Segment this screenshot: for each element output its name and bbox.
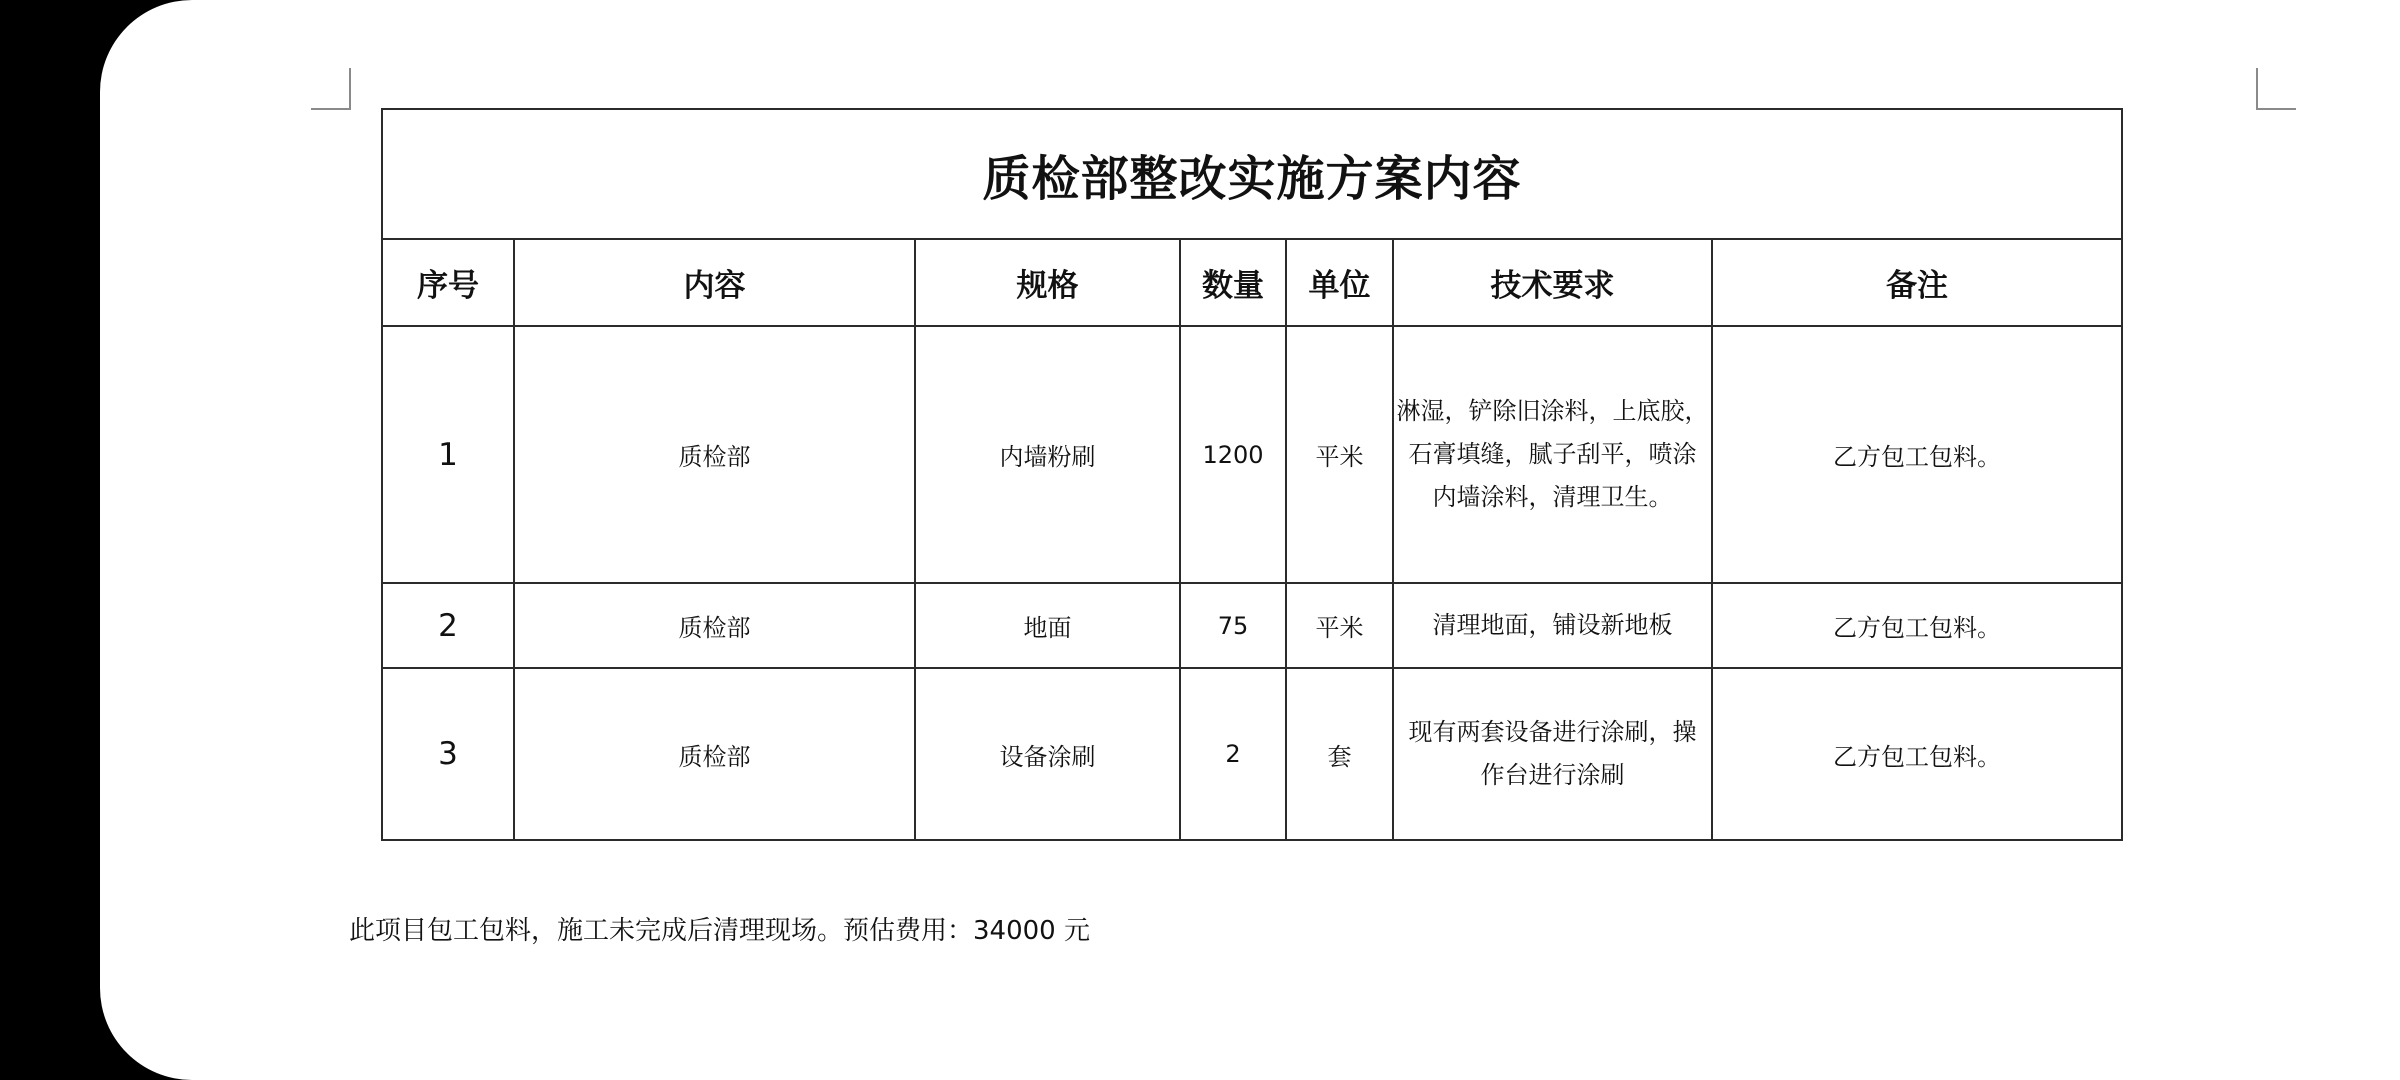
document-page xyxy=(100,0,2400,1080)
row-number: 1 xyxy=(382,326,514,583)
row-spec: 设备涂刷 xyxy=(915,668,1180,840)
tech-line: 石膏填缝，腻子刮平，喷涂 xyxy=(1408,440,1697,468)
row-tech-requirements xyxy=(1393,668,1712,840)
column-header-no: 序号 xyxy=(382,239,514,326)
tech-line: 内墙涂料，清理卫生。 xyxy=(1432,483,1673,511)
tech-line: 清理地面，铺设新地板 xyxy=(1432,611,1673,639)
column-header-content: 内容 xyxy=(514,239,915,326)
column-header-spec: 规格 xyxy=(915,239,1180,326)
row-quantity: 1200 xyxy=(1180,326,1286,583)
row-unit: 平米 xyxy=(1286,326,1393,583)
row-unit: 平米 xyxy=(1286,583,1393,668)
plan-table xyxy=(381,108,2123,841)
row-unit: 套 xyxy=(1286,668,1393,840)
document-title: 质检部整改实施方案内容 xyxy=(382,109,2122,239)
row-quantity: 2 xyxy=(1180,668,1286,840)
row-tech-requirements xyxy=(1393,326,1712,583)
row-content: 质检部 xyxy=(514,668,915,840)
footer-note: 此项目包工包料，施工未完成后清理现场。预估费用：34000 元 xyxy=(349,916,1090,946)
row-tech-requirements xyxy=(1393,583,1712,668)
tech-line: 现有两套设备进行涂刷，操 xyxy=(1408,718,1697,746)
row-number: 3 xyxy=(382,668,514,840)
row-note: 乙方包工包料。 xyxy=(1712,326,2122,583)
table-header-row xyxy=(382,239,2122,326)
column-header-qty: 数量 xyxy=(1180,239,1286,326)
table-row xyxy=(382,326,2122,583)
row-note: 乙方包工包料。 xyxy=(1712,583,2122,668)
tech-line: 淋湿，铲除旧涂料，上底胶， xyxy=(1396,397,1709,425)
column-header-unit: 单位 xyxy=(1286,239,1393,326)
tech-line: 作台进行涂刷 xyxy=(1480,761,1625,789)
crop-mark-top-right xyxy=(2256,68,2296,110)
row-content: 质检部 xyxy=(514,326,915,583)
row-quantity: 75 xyxy=(1180,583,1286,668)
row-spec: 地面 xyxy=(915,583,1180,668)
crop-mark-top-left xyxy=(311,68,351,110)
table-row xyxy=(382,583,2122,668)
row-spec: 内墙粉刷 xyxy=(915,326,1180,583)
row-content: 质检部 xyxy=(514,583,915,668)
row-number: 2 xyxy=(382,583,514,668)
column-header-note: 备注 xyxy=(1712,239,2122,326)
row-note: 乙方包工包料。 xyxy=(1712,668,2122,840)
table-row xyxy=(382,668,2122,840)
column-header-tech: 技术要求 xyxy=(1393,239,1712,326)
